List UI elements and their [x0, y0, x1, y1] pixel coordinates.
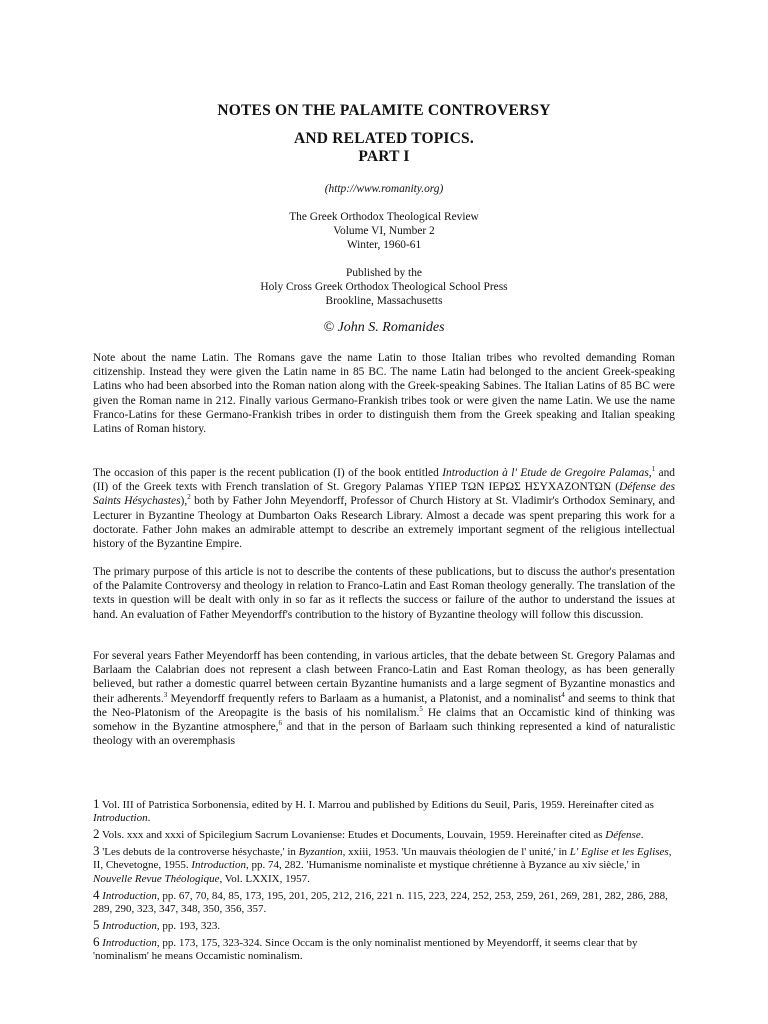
publisher-place: Brookline, Massachusetts — [325, 295, 443, 307]
title-line-3: PART I — [358, 148, 410, 165]
source-url: (http://www.romanity.org) — [324, 183, 444, 195]
journal-volume: Volume VI, Number 2 — [333, 225, 435, 237]
author: © John S. Romanides — [323, 320, 445, 335]
footnotes — [93, 797, 675, 965]
footnote-5: 5 Introduction, pp. 193, 323. — [93, 916, 221, 932]
footnote-2: 2 Vols. xxx and xxxi of Spicilegium Sacrum Lovaniense: Etudes et Documents, Louvain, 1959. Hereinafter cited as Défense. — [93, 826, 644, 842]
journal-name: The Greek Orthodox Theological Review — [289, 211, 479, 223]
footnote-4: 4 Introduction, pp. 67, 70, 84, 85, 173, 195, 201, 205, 212, 216, 221 n. 115, 223, 224, 252, 253, 259, 261, 269, 281, 282, 286, 288, 289, 290, 323, 347, 348, 350, 356, 357. — [93, 886, 668, 916]
title-line-1: NOTES ON THE PALAMITE CONTROVERSY — [217, 102, 551, 119]
paragraph-3: For several years Father Meyendorff has been contending, in various articles, that the debate between St. Gregory Palamas and Barlaam the Calabrian does not represent a clash between Franco-Latin and East Roman theology, as has been generally believed, but rather a domestic quarrel between certain Byzantine humanists and a large segment of Byzantine monastics and their adherents.$^3$ Meyendorff frequently refers to Barlaam as a humanist, a Platonist, and a nominalist$^4$ and seems to think that the Neo-Platonism of the Areopagite is the basis of his nomilalism.$^5$ He claims that an Occamistic kind of thinking was somehow in the Byzantine atmosphere,$^6$ and that in the person of Barlaam such thinking represented a kind of naturalistic theology with an overemphasis — [93, 650, 676, 748]
footnote-3: 3 'Les debuts de la controverse hésychaste,' in Byzantion, xxiii, 1953. 'Un mauvais théologien de l' unité,' in L' Eglise et les Eglises, II, Chevetogne, 1955. Introduction, pp. 74, 282. 'Humanisme nominaliste et mystique chrétienne à Byzance au xiv siècle,' in Nouvelle Revue Théologique, Vol. LXXIX, 1957. — [93, 843, 672, 885]
paragraph-2: The primary purpose of this article is not to describe the contents of these publications, but to discuss the author's presentation of the Palamite Controversy and theology in relation to Franco-Latin and East Roman theology generally. The translation of the texts in question will be dealt with only in so far as it reflects the success or failure of the author to understand the issues at hand. An evaluation of Father Meyendorff's contribution to the history of Byzantine theology will follow this discussion. — [93, 566, 675, 621]
publisher-press: Holy Cross Greek Orthodox Theological School Press — [260, 281, 508, 293]
footnote-1: 1 Vol. III of Patristica Sorbonensia, edited by H. I. Marrou and published by Editions du Seuil, Paris, 1959. Hereinafter cited as Introduction. — [93, 796, 654, 825]
journal-date: Winter, 1960-61 — [346, 239, 422, 251]
paragraph-latin-note: Note about the name Latin. The Romans gave the name Latin to those Italian tribes who revolted demanding Roman citizenship. Instead they were given the Latin name in 85 BC. The name Latin had belonged to the ancient Greek-speaking Latins who had been absorbed into the Roman nation along with the Greek-speaking Sabines. The Italian Latins of 85 BC were given the Roman name in 212. Finally various Germano-Frankish tribes took or were given the name Latin. We use the name Franco-Latins for these Germano-Frankish tribes in order to distinguish them from the Greek speaking and Italian speaking Latins of Roman history. — [93, 352, 675, 436]
published-by: Published by the — [346, 267, 422, 279]
footnote-6: 6 Introduction, pp. 173, 175, 323-324. Since Occam is the only nominalist mentioned by Meyendorff, it seems clear that by 'nominalism' he means Occamistic nominalism. — [93, 933, 638, 963]
title-line-2: AND RELATED TOPICS. — [294, 130, 474, 147]
paragraph-1: The occasion of this paper is the recent publication (I) of the book entitled Introduction à l' Etude de Gregoire Palamas,$^1$ and (II) of the Greek texts with French translation of St. Gregory Palamas ΥΠΕΡ ΤΩΝ ΙΕΡΩΣ ΗΣΥΧΑΖΟΝΤΩΝ (Défense des Saints Hésychastes),$^2$ both by Father John Meyendorff, Professor of Church History at St. Vladimir's Orthodox Seminary, and Lecturer in Byzantine Theology at Dumbarton Oaks Research Library. Almost a decade was spent preparing this work for a doctorate. Father John makes an admirable attempt to describe an extremely important segment of the religious intellectual history of the Byzantine Empire. — [93, 465, 675, 551]
